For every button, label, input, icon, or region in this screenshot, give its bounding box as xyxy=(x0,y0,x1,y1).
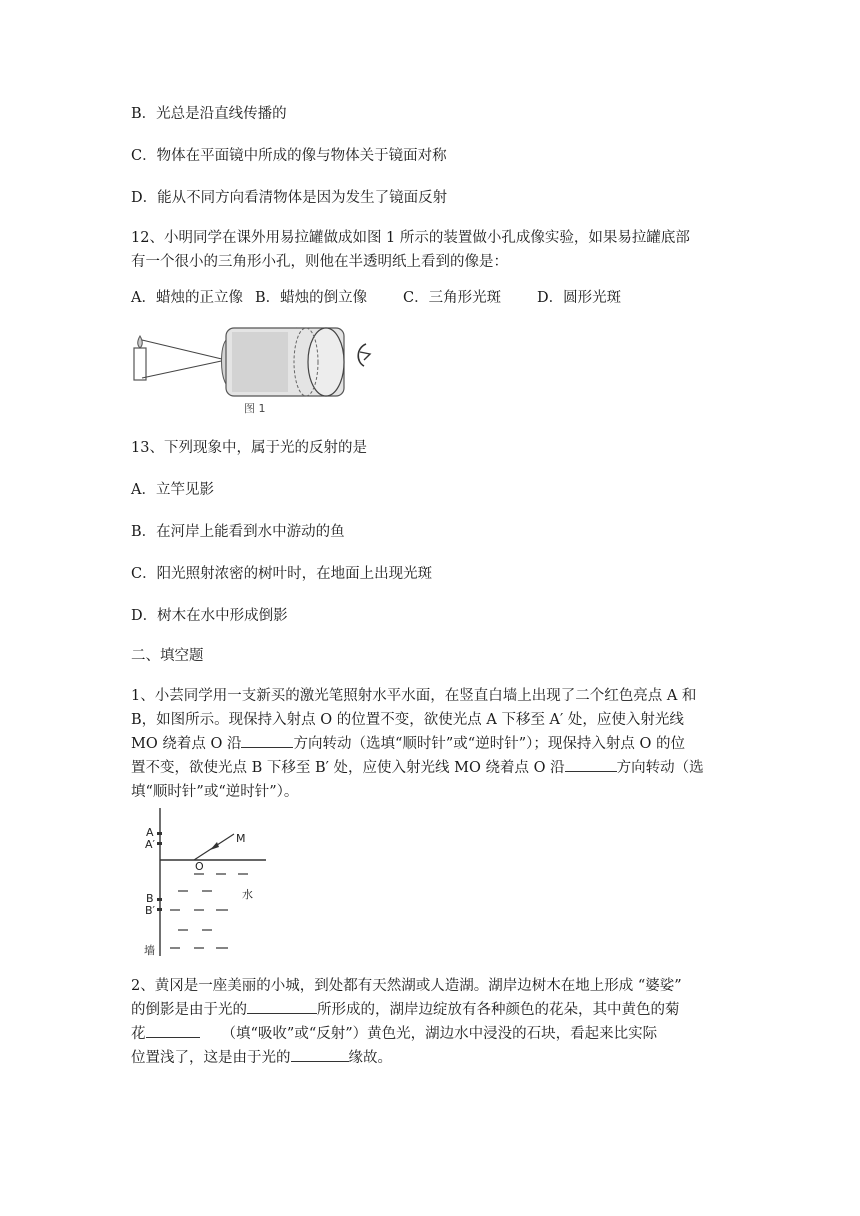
q13-stem: 13、下列现象中，属于光的反射的是 xyxy=(131,440,367,456)
fill-1-line3-start: MO 绕着点 O 沿 xyxy=(131,736,242,752)
q11-option-b: B．光总是沿直线传播的 xyxy=(131,106,287,122)
fill-1-line2: B，如图所示。现保持入射点 O 的位置不变，欲使光点 A 下移至 A′ 处，应使入射光线 xyxy=(131,712,684,728)
fill-1-line3-end: 方向转动（选填“顺时针”或“逆时针”）；现保持入射点 O 的位 xyxy=(293,736,685,752)
eye-icon xyxy=(358,344,366,366)
candle-body xyxy=(134,348,146,380)
q12-option-d: D．圆形光斑 xyxy=(537,290,622,306)
label-o: O xyxy=(195,860,204,873)
q13-option-c: C．阳光照射浓密的树叶时，在地面上出现光斑 xyxy=(131,566,433,582)
fill-2-stem xyxy=(131,974,731,1070)
fill-2-line3-end: （填“吸收”或“反射”）黄色光，湖边水中浸没的石块，看起来比实际 xyxy=(221,1026,658,1042)
light-ray-lower xyxy=(142,360,226,378)
fill-2-line2-start: 的倒影是由于光的 xyxy=(131,1002,247,1018)
point-b-prime-marker xyxy=(157,908,162,911)
translucent-paper xyxy=(308,328,344,396)
water-dashes xyxy=(170,874,248,948)
can-shadow xyxy=(232,332,288,392)
fill-2-line3-start: 花 xyxy=(131,1026,146,1042)
fill-1-line4 xyxy=(131,756,731,780)
q13-option-a: A．立竿见影 xyxy=(131,482,214,498)
q12-options xyxy=(131,288,621,308)
section-2-title: 二、填空题 xyxy=(131,648,204,664)
q12-stem-line1: 12、小明同学在课外用易拉罐做成如图 1 所示的装置做小孔成像实验，如果易拉罐底部 xyxy=(131,230,690,246)
fill-2-line2 xyxy=(131,998,731,1022)
fill-1-blank-1[interactable] xyxy=(241,733,293,748)
q11-option-c: C．物体在平面镜中所成的像与物体关于镜面对称 xyxy=(131,148,447,164)
q12-option-b: B．蜡烛的倒立像 xyxy=(255,290,368,306)
fill-2-blank-2[interactable] xyxy=(146,1023,200,1038)
fill-2-line2-end: 所形成的，湖岸边绽放有各种颜色的花朵，其中黄色的菊 xyxy=(317,1002,680,1018)
figure-1-caption: 图 1 xyxy=(244,402,266,415)
figure-1-pinhole-camera xyxy=(128,318,388,418)
label-m: M xyxy=(236,832,246,845)
q12-option-a: A．蜡烛的正立像 xyxy=(131,290,243,306)
fill-1-line5: 填“顺时针”或“逆时针”）。 xyxy=(131,784,299,800)
fill-2-line3 xyxy=(131,1022,731,1046)
label-b-prime: B′ xyxy=(145,904,156,917)
fill-2-blank-1[interactable] xyxy=(247,999,317,1014)
fill-1-line4-end: 方向转动（选 xyxy=(616,760,704,776)
fill-1-line4-start: 置不变，欲使光点 B 下移至 B′ 处，应使入射光线 MO 绕着点 O 沿 xyxy=(131,760,565,776)
q12-option-c: C．三角形光斑 xyxy=(403,290,502,306)
fill-2-line4 xyxy=(131,1046,731,1070)
fill-1-blank-2[interactable] xyxy=(565,757,617,772)
fill-2-line4-start: 位置浅了，这是由于光的 xyxy=(131,1050,291,1066)
fill-2-blank-3[interactable] xyxy=(291,1047,349,1062)
label-a: A xyxy=(146,826,154,839)
q13-option-b: B．在河岸上能看到水中游动的鱼 xyxy=(131,524,345,540)
fill-1-stem xyxy=(131,684,731,804)
point-b-marker xyxy=(157,898,162,901)
point-a-prime-marker xyxy=(157,842,162,845)
q13-option-d: D．树木在水中形成倒影 xyxy=(131,608,288,624)
fill-1-line1: 1、小芸同学用一支新买的激光笔照射水平水面，在竖直白墙上出现了二个红色亮点 A 和 xyxy=(131,688,697,704)
q12-stem-line2: 有一个很小的三角形小孔，则他在半透明纸上看到的像是： xyxy=(131,254,508,270)
fill-2-line1: 2、黄冈是一座美丽的小城，到处都有天然湖或人造湖。湖岸边树木在地上形成 “婆娑” xyxy=(131,978,682,994)
figure-laser-reflection xyxy=(138,806,278,958)
label-water: 水 xyxy=(242,888,253,901)
q12-stem xyxy=(131,226,731,274)
label-wall: 墙 xyxy=(144,944,155,957)
fill-2-line4-end: 缘故。 xyxy=(348,1050,392,1066)
eye-arrow-icon xyxy=(360,352,370,360)
candle-flame xyxy=(138,336,143,348)
light-ray-upper xyxy=(142,340,226,360)
q11-option-d: D．能从不同方向看清物体是因为发生了镜面反射 xyxy=(131,190,448,206)
point-a-marker xyxy=(157,832,162,835)
ray-arrow-icon xyxy=(210,842,219,850)
label-b: B xyxy=(146,892,154,905)
fill-1-line3 xyxy=(131,732,731,756)
label-a-prime: A′ xyxy=(145,838,156,851)
